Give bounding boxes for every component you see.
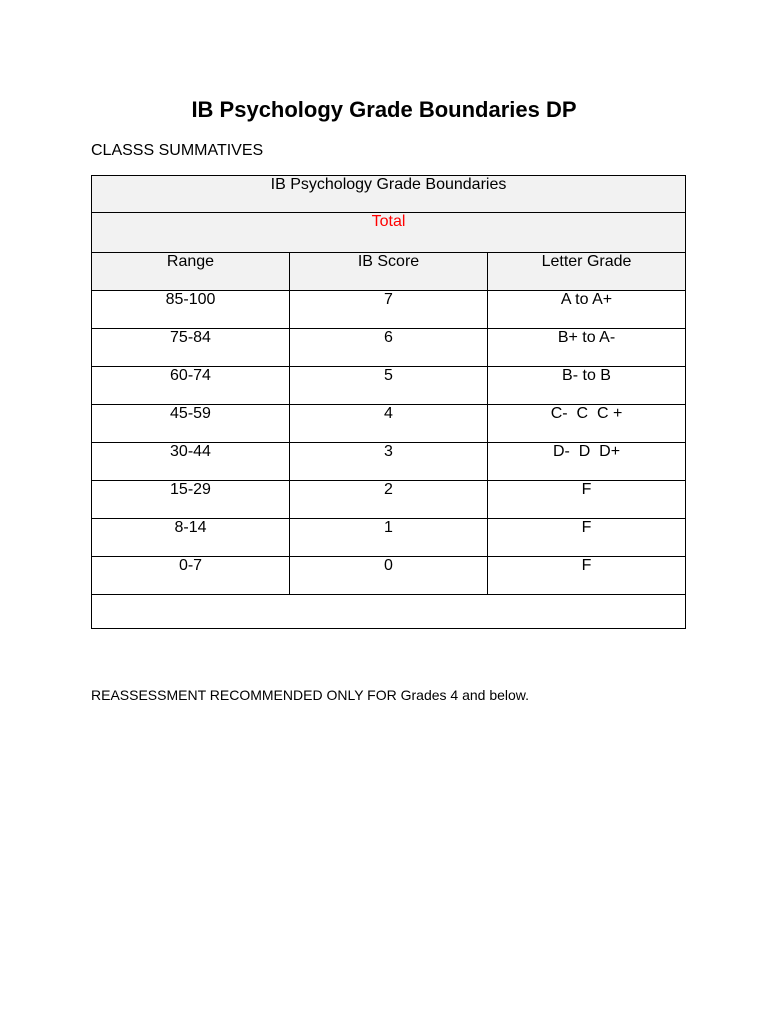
ib-score-cell: 5 — [290, 367, 488, 405]
ib-score-cell: 2 — [290, 481, 488, 519]
column-header-range: Range — [92, 253, 290, 291]
grade-table-body — [92, 176, 686, 291]
range-cell: 0-7 — [92, 557, 290, 595]
table-caption: IB Psychology Grade Boundaries — [92, 176, 686, 213]
table-row — [92, 481, 686, 519]
table-row — [92, 405, 686, 443]
ib-score-cell: 0 — [290, 557, 488, 595]
page-title: IB Psychology Grade Boundaries DP — [191, 97, 577, 122]
table-row — [92, 519, 686, 557]
range-cell: 8-14 — [92, 519, 290, 557]
section-subtitle: CLASSS SUMMATIVES — [91, 142, 264, 159]
reassessment-note: REASSESSMENT RECOMMENDED ONLY FOR Grades 4 and below. — [91, 687, 530, 703]
letter-grade-cell: F — [488, 519, 686, 557]
ib-score-cell: 6 — [290, 329, 488, 367]
letter-grade-cell: B- to B — [488, 367, 686, 405]
range-cell: 60-74 — [92, 367, 290, 405]
letter-grade-cell: B+ to A- — [488, 329, 686, 367]
table-empty-row — [92, 595, 686, 629]
ib-score-cell: 3 — [290, 443, 488, 481]
table-row — [92, 329, 686, 367]
column-header-ib-score: IB Score — [290, 253, 488, 291]
letter-grade-cell: F — [488, 481, 686, 519]
table-row — [92, 557, 686, 595]
range-cell: 30-44 — [92, 443, 290, 481]
empty-cell — [92, 595, 686, 629]
grade-rows — [92, 291, 686, 595]
table-total-row — [92, 213, 686, 253]
grade-boundaries-table — [91, 175, 686, 629]
range-cell: 45-59 — [92, 405, 290, 443]
table-header-row — [92, 253, 686, 291]
letter-grade-cell: D- D D+ — [488, 443, 686, 481]
letter-grade-cell: C- C C + — [488, 405, 686, 443]
ib-score-cell: 7 — [290, 291, 488, 329]
table-row — [92, 367, 686, 405]
ib-score-cell: 1 — [290, 519, 488, 557]
total-label: Total — [92, 213, 686, 253]
ib-score-cell: 4 — [290, 405, 488, 443]
letter-grade-cell: A to A+ — [488, 291, 686, 329]
range-cell: 15-29 — [92, 481, 290, 519]
column-header-letter-grade: Letter Grade — [488, 253, 686, 291]
table-row — [92, 291, 686, 329]
table-caption-row — [92, 176, 686, 213]
range-cell: 85-100 — [92, 291, 290, 329]
letter-grade-cell: F — [488, 557, 686, 595]
range-cell: 75-84 — [92, 329, 290, 367]
table-row — [92, 443, 686, 481]
